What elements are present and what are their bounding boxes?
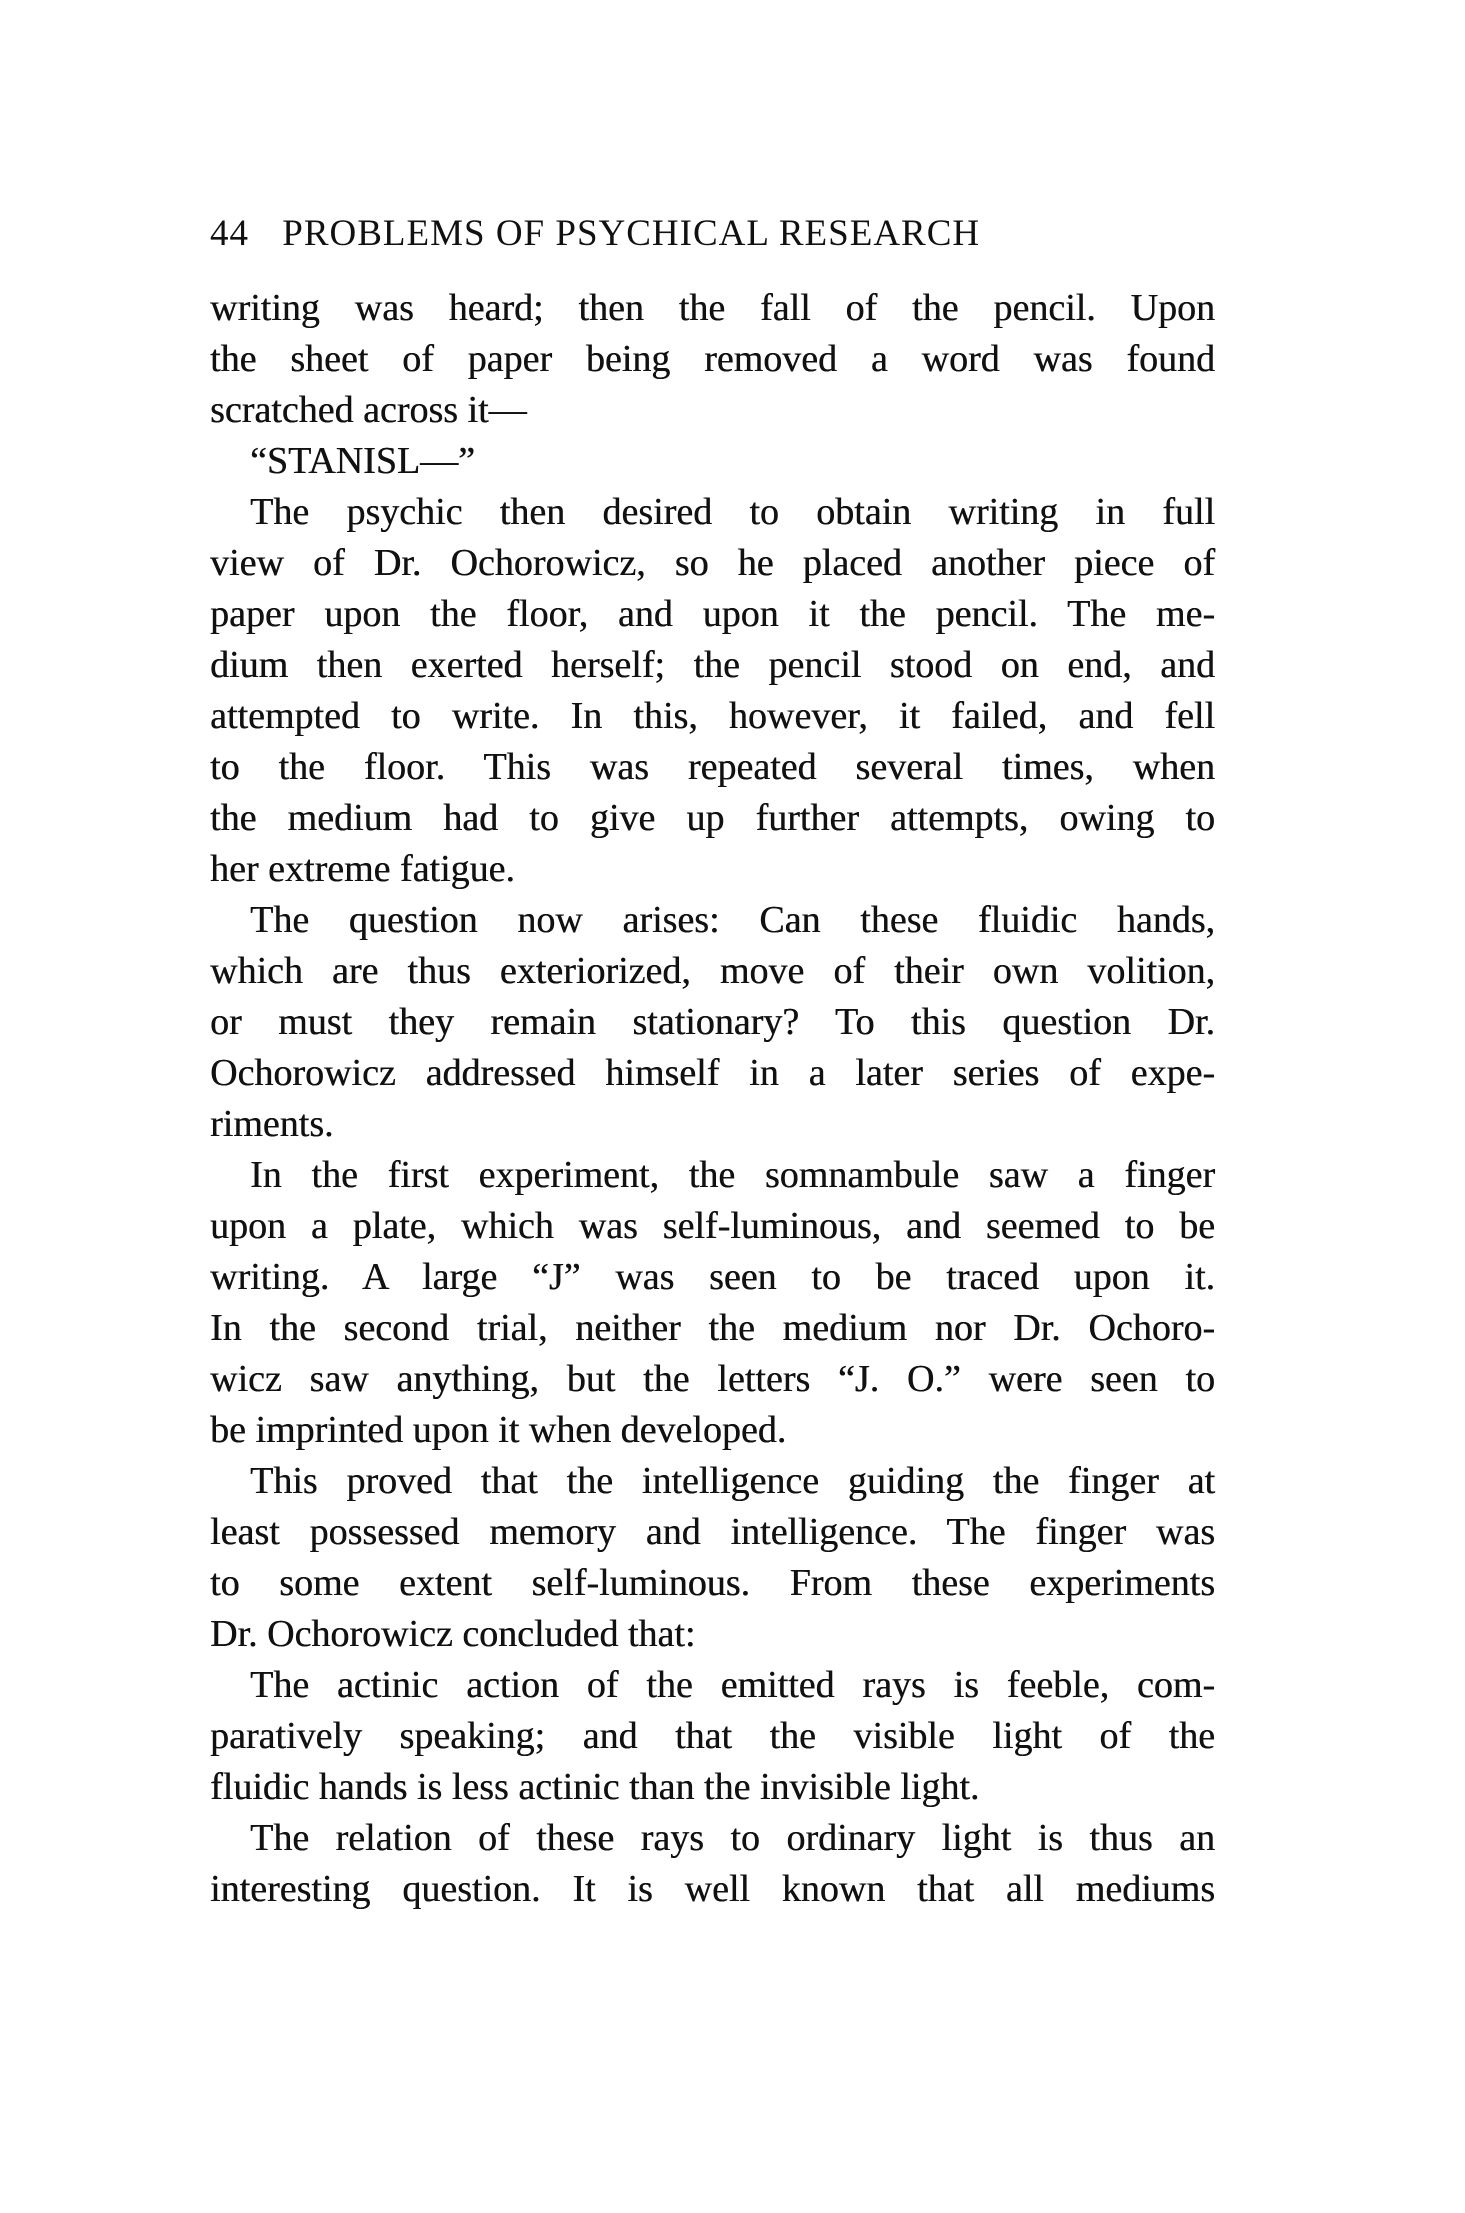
text-line: The question now arises: Can these fluidic hands, — [250, 899, 1215, 941]
text-line: writing was heard; then the fall of the pencil. Upon — [210, 287, 1215, 329]
text-line: dium then exerted herself; the pencil stood on end, and — [210, 644, 1215, 686]
text-line: view of Dr. Ochorowicz, so he placed another piece of — [210, 542, 1215, 584]
text-line: riments. — [210, 1103, 334, 1145]
text-line: attempted to write. In this, however, it failed, and fell — [210, 695, 1215, 737]
text-line: the sheet of paper being removed a word was found — [210, 338, 1215, 380]
text-line: her extreme fatigue. — [210, 848, 515, 890]
text-line: or must they remain stationary? To this question Dr. — [210, 1001, 1215, 1043]
text-line: interesting question. It is well known that all mediums — [210, 1868, 1215, 1910]
text-line: The psychic then desired to obtain writing in full — [250, 491, 1215, 533]
text-line: paper upon the floor, and upon it the pencil. The me- — [210, 593, 1215, 635]
text-line: to the floor. This was repeated several times, when — [210, 746, 1215, 788]
text-line: the medium had to give up further attempts, owing to — [210, 797, 1215, 839]
text-line: be imprinted upon it when developed. — [210, 1409, 787, 1451]
running-title: PROBLEMS OF PSYCHICAL RESEARCH — [282, 213, 981, 254]
text-line: paratively speaking; and that the visible light of the — [210, 1715, 1215, 1757]
text-line: scratched across it— — [210, 389, 527, 431]
page-number: 44 — [210, 213, 249, 254]
text-line: which are thus exteriorized, move of their own volition, — [210, 950, 1215, 992]
text-line: wicz saw anything, but the letters “J. O.” were seen to — [210, 1358, 1215, 1400]
text-line: In the second trial, neither the medium nor Dr. Ochoro- — [210, 1307, 1215, 1349]
text-line: This proved that the intelligence guiding the finger at — [250, 1460, 1215, 1502]
text-line: to some extent self-luminous. From these experiments — [210, 1562, 1215, 1604]
text-line: least possessed memory and intelligence. The finger was — [210, 1511, 1215, 1553]
text-line: writing. A large “J” was seen to be traced upon it. — [210, 1256, 1215, 1298]
text-line: “STANISL—” — [250, 440, 475, 482]
text-line: The relation of these rays to ordinary light is thus an — [250, 1817, 1215, 1859]
text-line: upon a plate, which was self-luminous, and seemed to be — [210, 1205, 1215, 1247]
text-line: fluidic hands is less actinic than the invisible light. — [210, 1766, 980, 1808]
text-line: Ochorowicz addressed himself in a later series of expe- — [210, 1052, 1215, 1094]
text-line: Dr. Ochorowicz concluded that: — [210, 1613, 696, 1655]
text-line: The actinic action of the emitted rays is feeble, com- — [250, 1664, 1215, 1706]
running-header — [210, 212, 1195, 255]
text-line: In the first experiment, the somnambule saw a finger — [250, 1154, 1215, 1196]
